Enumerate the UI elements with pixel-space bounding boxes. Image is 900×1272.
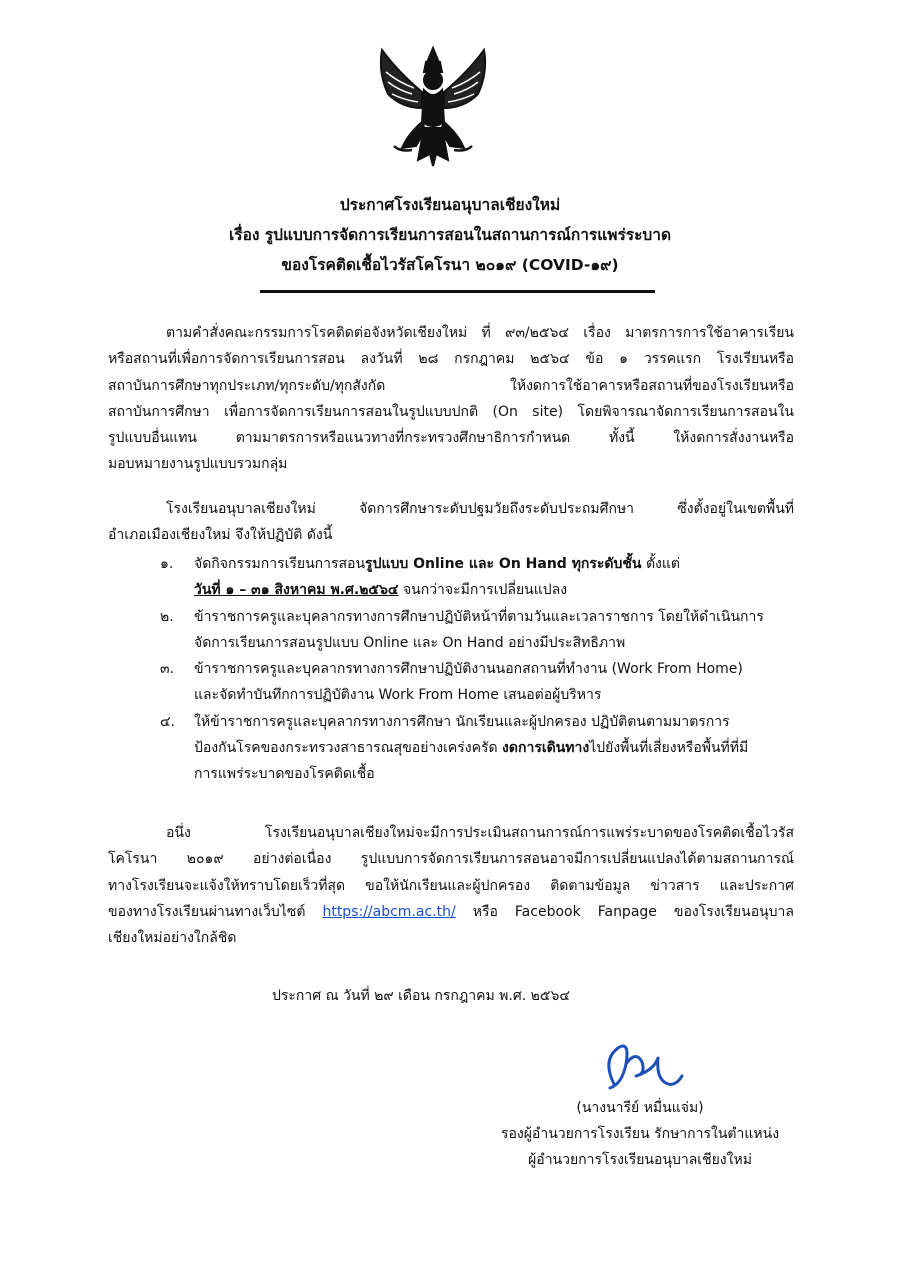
title-line-1: ประกาศโรงเรียนอนุบาลเชียงใหม่ xyxy=(339,196,561,214)
item-number: ๔. xyxy=(160,713,176,730)
paragraph-line: อำเภอเมืองเชียงใหม่ จึงให้ปฏิบัติ ดังนี้ xyxy=(108,527,333,544)
paragraph-order-reference xyxy=(108,320,794,478)
item-line: ข้าราชการครูและบุคลากรทางการศึกษาปฏิบัติงานนอกสถานที่ทำงาน (Work From Home) xyxy=(194,661,743,678)
item-number: ๑. xyxy=(160,556,174,572)
announcement-date: ประกาศ ณ วันที่ ๒๙ เดือน กรกฎาคม พ.ศ. ๒๕๖๔ xyxy=(272,988,570,1004)
paragraph-line: สถาบันการศึกษาทุกประเภท/ทุกระดับ/ทุกสังกัด ให้งดการใช้อาคารหรือสถานที่ของโรงเรียนหรือ xyxy=(108,377,794,394)
signatory-position: รองผู้อำนวยการโรงเรียน รักษาการในตำแหน่ง xyxy=(500,1126,780,1142)
title-line-2: เรื่อง รูปแบบการจัดการเรียนการสอนในสถานการณ์การแพร่ระบาด xyxy=(228,226,672,244)
paragraph-ongoing-assessment xyxy=(108,820,794,951)
list-item xyxy=(160,551,800,604)
list-item xyxy=(160,604,800,657)
signatory-block xyxy=(440,1095,840,1173)
title-divider xyxy=(260,290,655,293)
paragraph-line: โคโรนา ๒๐๑๙ อย่างต่อเนื่อง รูปแบบการจัดการเรียนการสอนอาจมีการเปลี่ยนแปลงได้ตามสถานการณ์ xyxy=(108,851,794,868)
item-line: จัดกิจกรรมการเรียนการสอนรูปแบบ Online และ On Hand ทุกระดับชั้น ตั้งแต่ xyxy=(194,556,680,572)
item-line: ป้องกันโรคของกระทรวงสาธารณสุขอย่างเคร่งครัด งดการเดินทางไปยังพื้นที่เสี่ยงหรือพื้นที่ที่มี xyxy=(194,740,749,757)
paragraph-line: เชียงใหม่อย่างใกล้ชิด xyxy=(108,930,237,947)
paragraph-line: ของทางโรงเรียนผ่านทางเว็บไซต์ https://abcm.ac.th/ หรือ Facebook Fanpage ของโรงเรียนอนุบาล xyxy=(108,903,795,920)
paragraph-line: โรงเรียนอนุบาลเชียงใหม่ จัดการศึกษาระดับปฐมวัยถึงระดับประถมศึกษา ซึ่งตั้งอยู่ในเขตพื้นที่ xyxy=(166,501,794,517)
list-item xyxy=(160,656,800,709)
signatory-position: ผู้อำนวยการโรงเรียนอนุบาลเชียงใหม่ xyxy=(528,1152,752,1168)
paragraph-line: มอบหมายงานรูปแบบรวมกลุ่ม xyxy=(108,456,288,473)
announcement-title xyxy=(100,190,800,280)
paragraph-line: ตามคำสั่งคณะกรรมการโรคติดต่อจังหวัดเชียงใหม่ ที่ ๙๓/๒๕๖๔ เรื่อง มาตรการการใช้อาคารเรียน xyxy=(166,325,794,341)
item-line: จัดการเรียนการสอนรูปแบบ Online และ On Hand อย่างมีประสิทธิภาพ xyxy=(194,634,626,651)
paragraph-line: หรือสถานที่เพื่อการจัดการเรียนการสอน ลงวันที่ ๒๘ กรกฎาคม ๒๕๖๔ ข้อ ๑ วรรคแรก โรงเรียนหรือ xyxy=(108,351,794,368)
paragraph-line: อนึ่ง โรงเรียนอนุบาลเชียงใหม่จะมีการประเมินสถานการณ์การแพร่ระบาดของโรคติดเชื้อไวรัส xyxy=(166,825,794,841)
title-line-3: ของโรคติดเชื้อไวรัสโคโรนา ๒๐๑๙ (COVID-๑๙) xyxy=(281,256,619,274)
item-number: ๓. xyxy=(160,661,175,678)
item-line: และจัดทำบันทึกการปฏิบัติงาน Work From Home เสนอต่อผู้บริหาร xyxy=(194,687,602,704)
item-line: ข้าราชการครูและบุคลากรทางการศึกษาปฏิบัติหน้าที่ตามวันและเวลาราชการ โดยให้ดำเนินการ xyxy=(194,608,764,625)
school-website-link[interactable]: https://abcm.ac.th/ xyxy=(322,903,456,920)
paragraph-line: ทางโรงเรียนจะแจ้งให้ทราบโดยเร็วที่สุด ขอให้นักเรียนและผู้ปกครอง ติดตามข้อมูล ข่าวสาร และประกาศ xyxy=(108,877,794,894)
signatory-name: (นางนารีย์ หมื่นแจ่ม) xyxy=(576,1100,704,1116)
date-range-emphasis: วันที่ ๑ – ๓๑ สิงหาคม พ.ศ.๒๕๖๔ xyxy=(194,582,399,599)
list-item xyxy=(160,709,800,788)
paragraph-school-scope xyxy=(108,496,794,549)
item-line: ให้ข้าราชการครูและบุคลากรทางการศึกษา นักเรียนและผู้ปกครอง ปฏิบัติตนตามมาตรการ xyxy=(194,713,730,730)
item-number: ๒. xyxy=(160,608,174,625)
item-line: วันที่ ๑ – ๓๑ สิงหาคม พ.ศ.๒๕๖๔ จนกว่าจะมีการเปลี่ยนแปลง xyxy=(194,582,568,599)
garuda-emblem-icon xyxy=(368,42,498,172)
measures-list xyxy=(160,551,800,788)
item-line: การแพร่ระบาดของโรคติดเชื้อ xyxy=(194,766,375,783)
paragraph-line: รูปแบบอื่นแทน ตามมาตรการหรือแนวทางที่กระทรวงศึกษาธิการกำหนด ทั้งนี้ ให้งดการสั่งงานหรือ xyxy=(108,430,794,447)
handwritten-signature-icon xyxy=(596,1040,686,1096)
paragraph-line: สถาบันการศึกษา เพื่อการจัดการเรียนการสอนในรูปแบบปกติ (On site) โดยพิจารณาจัดการเรียนการสอนใน xyxy=(108,403,794,420)
